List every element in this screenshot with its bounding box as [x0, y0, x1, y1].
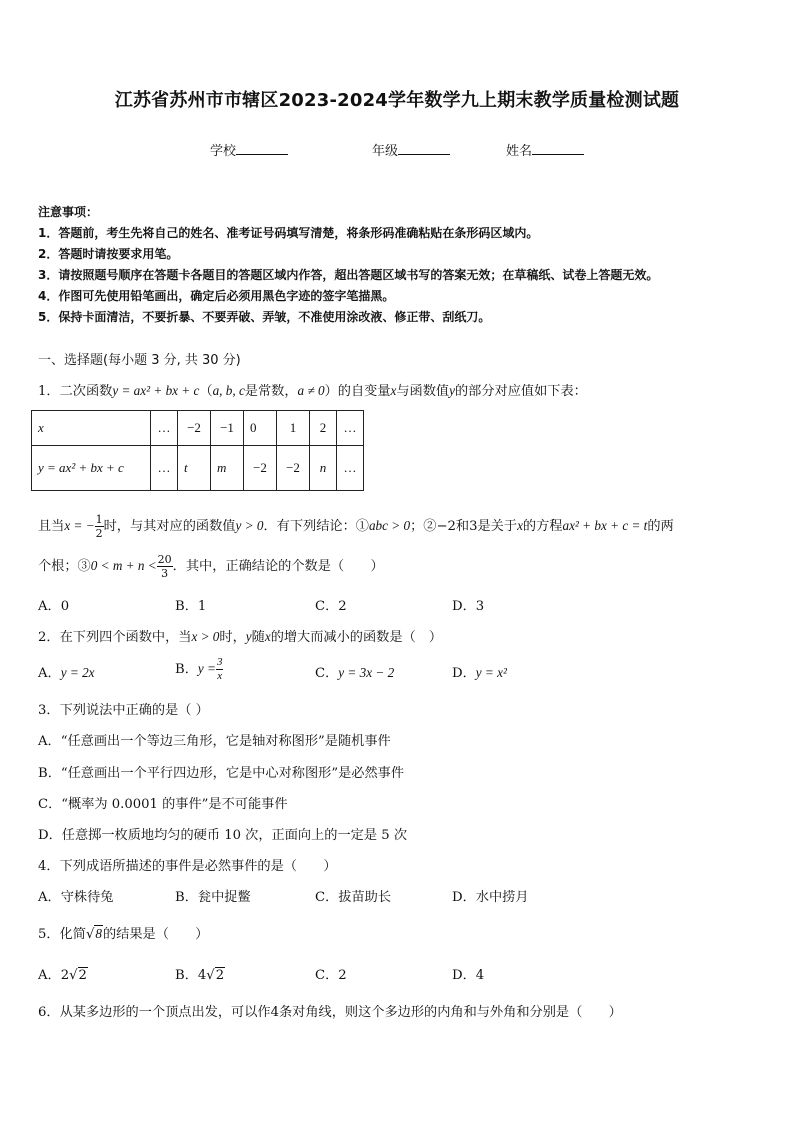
school-label: 学校: [210, 144, 237, 159]
question-5-option-d[interactable]: D．4: [452, 968, 485, 983]
notice-item: 1．答题前，考生先将自己的姓名、准考证号码填写清楚，将条形码准确粘贴在条形码区域内。: [38, 226, 539, 240]
question-5-option-c[interactable]: C．2: [315, 968, 347, 983]
table-cell: x: [32, 411, 151, 446]
question-2-option-a[interactable]: A．y = 2x: [38, 665, 95, 681]
question-3-option-a[interactable]: A．“任意画出一个等边三角形，它是轴对称图形”是随机事件: [38, 734, 391, 749]
table-cell: m: [211, 446, 244, 491]
question-3-option-d[interactable]: D．任意掷一枚质地均匀的硬币 10 次，正面向上的一定是 5 次: [38, 828, 408, 843]
value-table: [31, 410, 364, 491]
table-cell: 0: [244, 411, 277, 446]
question-2-option-c[interactable]: C．y = 3x − 2: [315, 665, 395, 681]
school-blank: [236, 142, 288, 155]
table-cell: …: [151, 411, 178, 446]
question-1-option-c[interactable]: C．2: [315, 599, 347, 614]
question-3-stem: 3．下列说法中正确的是（ ）: [38, 703, 209, 718]
question-2-option-d[interactable]: D．y = x²: [452, 665, 507, 681]
question-5-stem: 5．化简√8的结果是（ ）: [38, 926, 209, 942]
table-cell: y = ax² + bx + c: [32, 446, 151, 491]
section-heading: 一、选择题(每小题 3 分, 共 30 分): [38, 353, 241, 368]
question-3-option-b[interactable]: B．“任意画出一个平行四边形，它是中心对称图形”是必然事件: [38, 766, 405, 781]
question-2-option-b[interactable]: B．y = $\frac{3}{x}$: [175, 656, 223, 682]
notice-heading: 注意事项：: [38, 205, 99, 219]
question-2-stem: 2．在下列四个函数中，当x > 0时，y随x的增大而减小的函数是（ ）: [38, 629, 443, 645]
table-cell: −2: [277, 446, 310, 491]
school-field: [210, 140, 288, 159]
question-4-option-d[interactable]: D．水中捞月: [452, 890, 529, 905]
table-cell: −2: [178, 411, 211, 446]
question-1-option-a[interactable]: A．0: [38, 599, 70, 614]
question-1-conclusion: 个根；③0 < m + n < $\frac{20}{3}$ ．其中，正确结论的个数是（ ）: [38, 553, 384, 580]
question-1-condition: 且当x = − $\frac{1}{2}$ 时，与其对应的函数值y > 0．有下列结论：①abc > 0；②−2和3是关于x的方程ax² + bx + c = t的两: [38, 513, 674, 540]
notice-item: 4．作图可先使用铅笔画出，确定后必须用黑色字迹的签字笔描黑。: [38, 289, 395, 303]
page-title: 江苏省苏州市市辖区2023-2024学年数学九上期末教学质量检测试题: [114, 90, 680, 111]
table-cell: n: [310, 446, 337, 491]
table-cell: 1: [277, 411, 310, 446]
name-label: 姓名: [506, 144, 533, 159]
grade-label: 年级: [372, 144, 399, 159]
table-cell: …: [337, 446, 364, 491]
table-row: [32, 411, 364, 446]
table-cell: −2: [244, 446, 277, 491]
notice-item: 3．请按照题号顺序在答题卡各题目的答题区域内作答，超出答题区域书写的答案无效；在草稿纸、试卷上答题无效。: [38, 268, 659, 282]
table-cell: t: [178, 446, 211, 491]
table-cell: −1: [211, 411, 244, 446]
table-cell: …: [151, 446, 178, 491]
question-1-option-d[interactable]: D．3: [452, 599, 485, 614]
name-blank: [532, 142, 584, 155]
notice-item: 2．答题时请按要求用笔。: [38, 247, 179, 261]
question-4-option-b[interactable]: B．瓮中捉鳖: [175, 890, 251, 905]
question-1-option-b[interactable]: B．1: [175, 599, 207, 614]
question-4-option-c[interactable]: C．拔苗助长: [315, 890, 392, 905]
table-row: [32, 446, 364, 491]
question-4-stem: 4．下列成语所描述的事件是必然事件的是（ ）: [38, 859, 337, 874]
name-field: [506, 140, 584, 159]
question-4-option-a[interactable]: A．守株待兔: [38, 890, 114, 905]
question-3-option-c[interactable]: C．“概率为 0.0001 的事件”是不可能事件: [38, 797, 288, 812]
grade-blank: [398, 142, 450, 155]
notice-item: 5．保持卡面清洁，不要折暴、不要弄破、弄皱，不准使用涂改液、修正带、刮纸刀。: [38, 310, 491, 324]
question-6-stem: 6．从某多边形的一个顶点出发，可以作4条对角线，则这个多边形的内角和与外角和分别是（ ）: [38, 1005, 622, 1020]
grade-field: [372, 140, 450, 159]
question-5-option-b[interactable]: B．4√2: [175, 968, 225, 983]
table-cell: …: [337, 411, 364, 446]
question-5-option-a[interactable]: A．2√2: [38, 968, 87, 983]
table-cell: 2: [310, 411, 337, 446]
question-1-stem: 1．二次函数y = ax² + bx + c（a, b, c是常数，a ≠ 0）的自变量x与函数值y的部分对应值如下表：: [38, 383, 587, 399]
